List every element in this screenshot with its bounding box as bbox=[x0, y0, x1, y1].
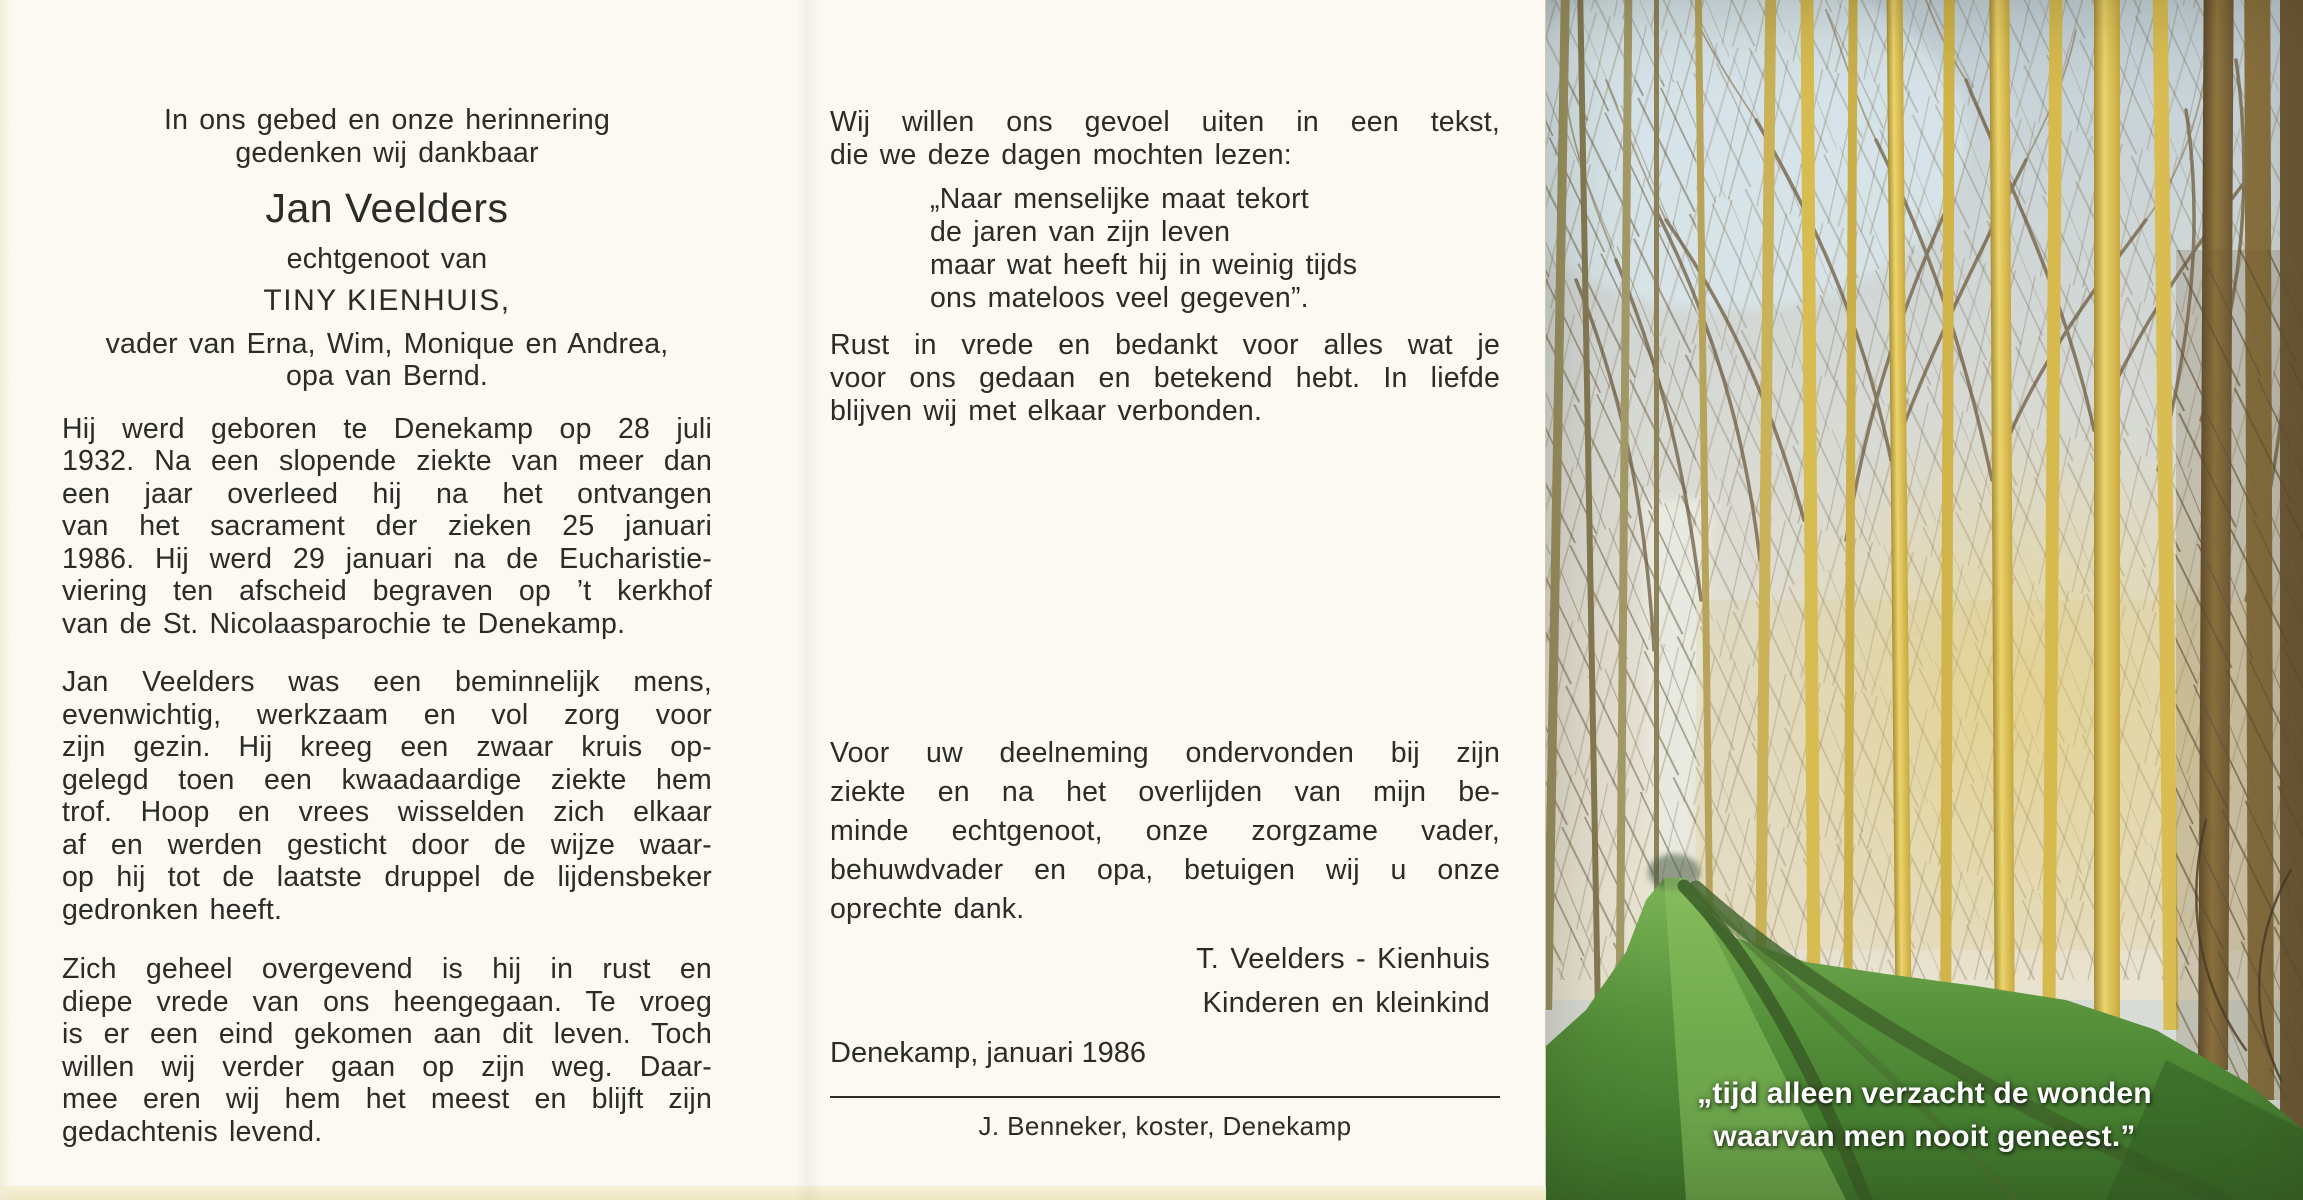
text-line: van het sacrament der zieken 25 januari bbox=[62, 510, 712, 542]
photo-panel bbox=[1545, 0, 2303, 1200]
spouse-name: TINY KIENHUIS, bbox=[263, 283, 511, 317]
divider-line bbox=[830, 1096, 1500, 1098]
signature bbox=[830, 937, 1500, 1025]
photo-caption bbox=[1546, 1072, 2303, 1158]
paragraph-feelings bbox=[830, 106, 1500, 171]
text-line: evenwichtig, werkzaam en vol zorg voor bbox=[62, 698, 712, 731]
winter-trees-photo bbox=[1546, 0, 2303, 1200]
family-lines bbox=[62, 328, 712, 393]
text-line: diepe vrede van ons heengegaan. Te vroeg bbox=[62, 985, 712, 1018]
dateline: Denekamp, januari 1986 bbox=[830, 1037, 1146, 1069]
text-line: op hij tot de laatste druppel de lijdensbeker bbox=[62, 861, 712, 893]
text-line: de jaren van zijn leven bbox=[930, 216, 1231, 248]
text-line: behuwdvader en opa, betuigen wij u onze bbox=[830, 854, 1500, 886]
text-line: waarvan men nooit geneest.” bbox=[1713, 1120, 2136, 1153]
text-line: gedenken wij dankbaar bbox=[235, 136, 539, 169]
left-page bbox=[62, 104, 712, 1148]
text-line: zijn gezin. Hij kreeg een zwaar kruis op- bbox=[62, 731, 712, 763]
text-line: af en werden gesticht door de wijze waar- bbox=[62, 828, 712, 861]
text-line: voor ons gedaan en betekend hebt. In liefde bbox=[830, 362, 1500, 394]
text-line: viering ten afscheid begraven op ’t kerkhof bbox=[62, 575, 712, 607]
fold-shadow bbox=[796, 0, 822, 1200]
text-line: gedronken heeft. bbox=[62, 893, 283, 926]
text-line: maar wat heeft hij in weinig tijds bbox=[930, 249, 1358, 281]
text-line: willen wij verder gaan op zijn weg. Daar- bbox=[62, 1050, 712, 1083]
text-line: T. Veelders - Kienhuis bbox=[1196, 943, 1490, 975]
paragraph-life bbox=[62, 413, 712, 641]
text-line: vader van Erna, Wim, Monique en Andrea, bbox=[105, 327, 669, 360]
text-line: blijven wij met elkaar verbonden. bbox=[830, 395, 1263, 427]
text-line: 1932. Na een slopende ziekte van meer dan bbox=[62, 445, 712, 477]
text-line: is er een eind gekomen aan dit leven. Toch bbox=[62, 1018, 712, 1050]
text-line: Kinderen en kleinkind bbox=[1202, 987, 1490, 1019]
text-line: ziekte en na het overlijden van mijn be- bbox=[830, 776, 1500, 808]
text-line: 1986. Hij werd 29 januari na de Eucharistie- bbox=[62, 542, 712, 575]
intro-text bbox=[62, 104, 712, 169]
middle-page bbox=[830, 104, 1500, 1142]
text-line: Hij werd geboren te Denekamp op 28 juli bbox=[62, 412, 712, 445]
text-line: Rust in vrede en bedankt voor alles wat je bbox=[830, 329, 1500, 361]
text-line: trof. Hoop en vrees wisselden zich elkaar bbox=[62, 796, 712, 828]
text-line: gedachtenis levend. bbox=[62, 1115, 323, 1148]
koster-credit: J. Benneker, koster, Denekamp bbox=[978, 1111, 1352, 1141]
text-line: „tijd alleen verzacht de wonden bbox=[1697, 1077, 2152, 1110]
text-line: Zich geheel overgevend is hij in rust en bbox=[62, 953, 712, 985]
text-line: In ons gebed en onze herinnering bbox=[163, 104, 611, 136]
text-line: van de St. Nicolaasparochie te Denekamp. bbox=[62, 607, 626, 640]
text-line: ons mateloos veel gegeven”. bbox=[930, 282, 1309, 314]
text-line: Wij willen ons gevoel uiten in een tekst, bbox=[830, 106, 1500, 138]
text-line: minde echtgenoot, onze zorgzame vader, bbox=[830, 815, 1500, 847]
paragraph-thanks bbox=[830, 734, 1500, 929]
text-line: die we deze dagen mochten lezen: bbox=[830, 138, 1292, 171]
text-line: gelegd toen een kwaadaardige ziekte hem bbox=[62, 763, 712, 796]
text-line: opa van Bernd. bbox=[285, 360, 489, 392]
memorial-quote bbox=[930, 183, 1500, 315]
text-line: oprechte dank. bbox=[830, 893, 1025, 925]
relation-label: echtgenoot van bbox=[286, 243, 488, 275]
text-line: een jaar overleed hij na het ontvangen bbox=[62, 477, 712, 510]
text-line: Voor uw deelneming ondervonden bij zijn bbox=[830, 737, 1500, 769]
deceased-name: Jan Veelders bbox=[265, 185, 509, 231]
text-line: Jan Veelders was een beminnelijk mens, bbox=[62, 666, 712, 698]
paragraph-rest bbox=[830, 329, 1500, 428]
paragraph-character bbox=[62, 666, 712, 926]
scan-edge-left bbox=[0, 0, 12, 1200]
paragraph-farewell bbox=[62, 953, 712, 1148]
scan-edge-bottom bbox=[0, 1186, 1546, 1200]
text-line: mee eren wij hem het meest en blijft zijn bbox=[62, 1083, 712, 1115]
text-line: „Naar menselijke maat tekort bbox=[930, 183, 1309, 215]
